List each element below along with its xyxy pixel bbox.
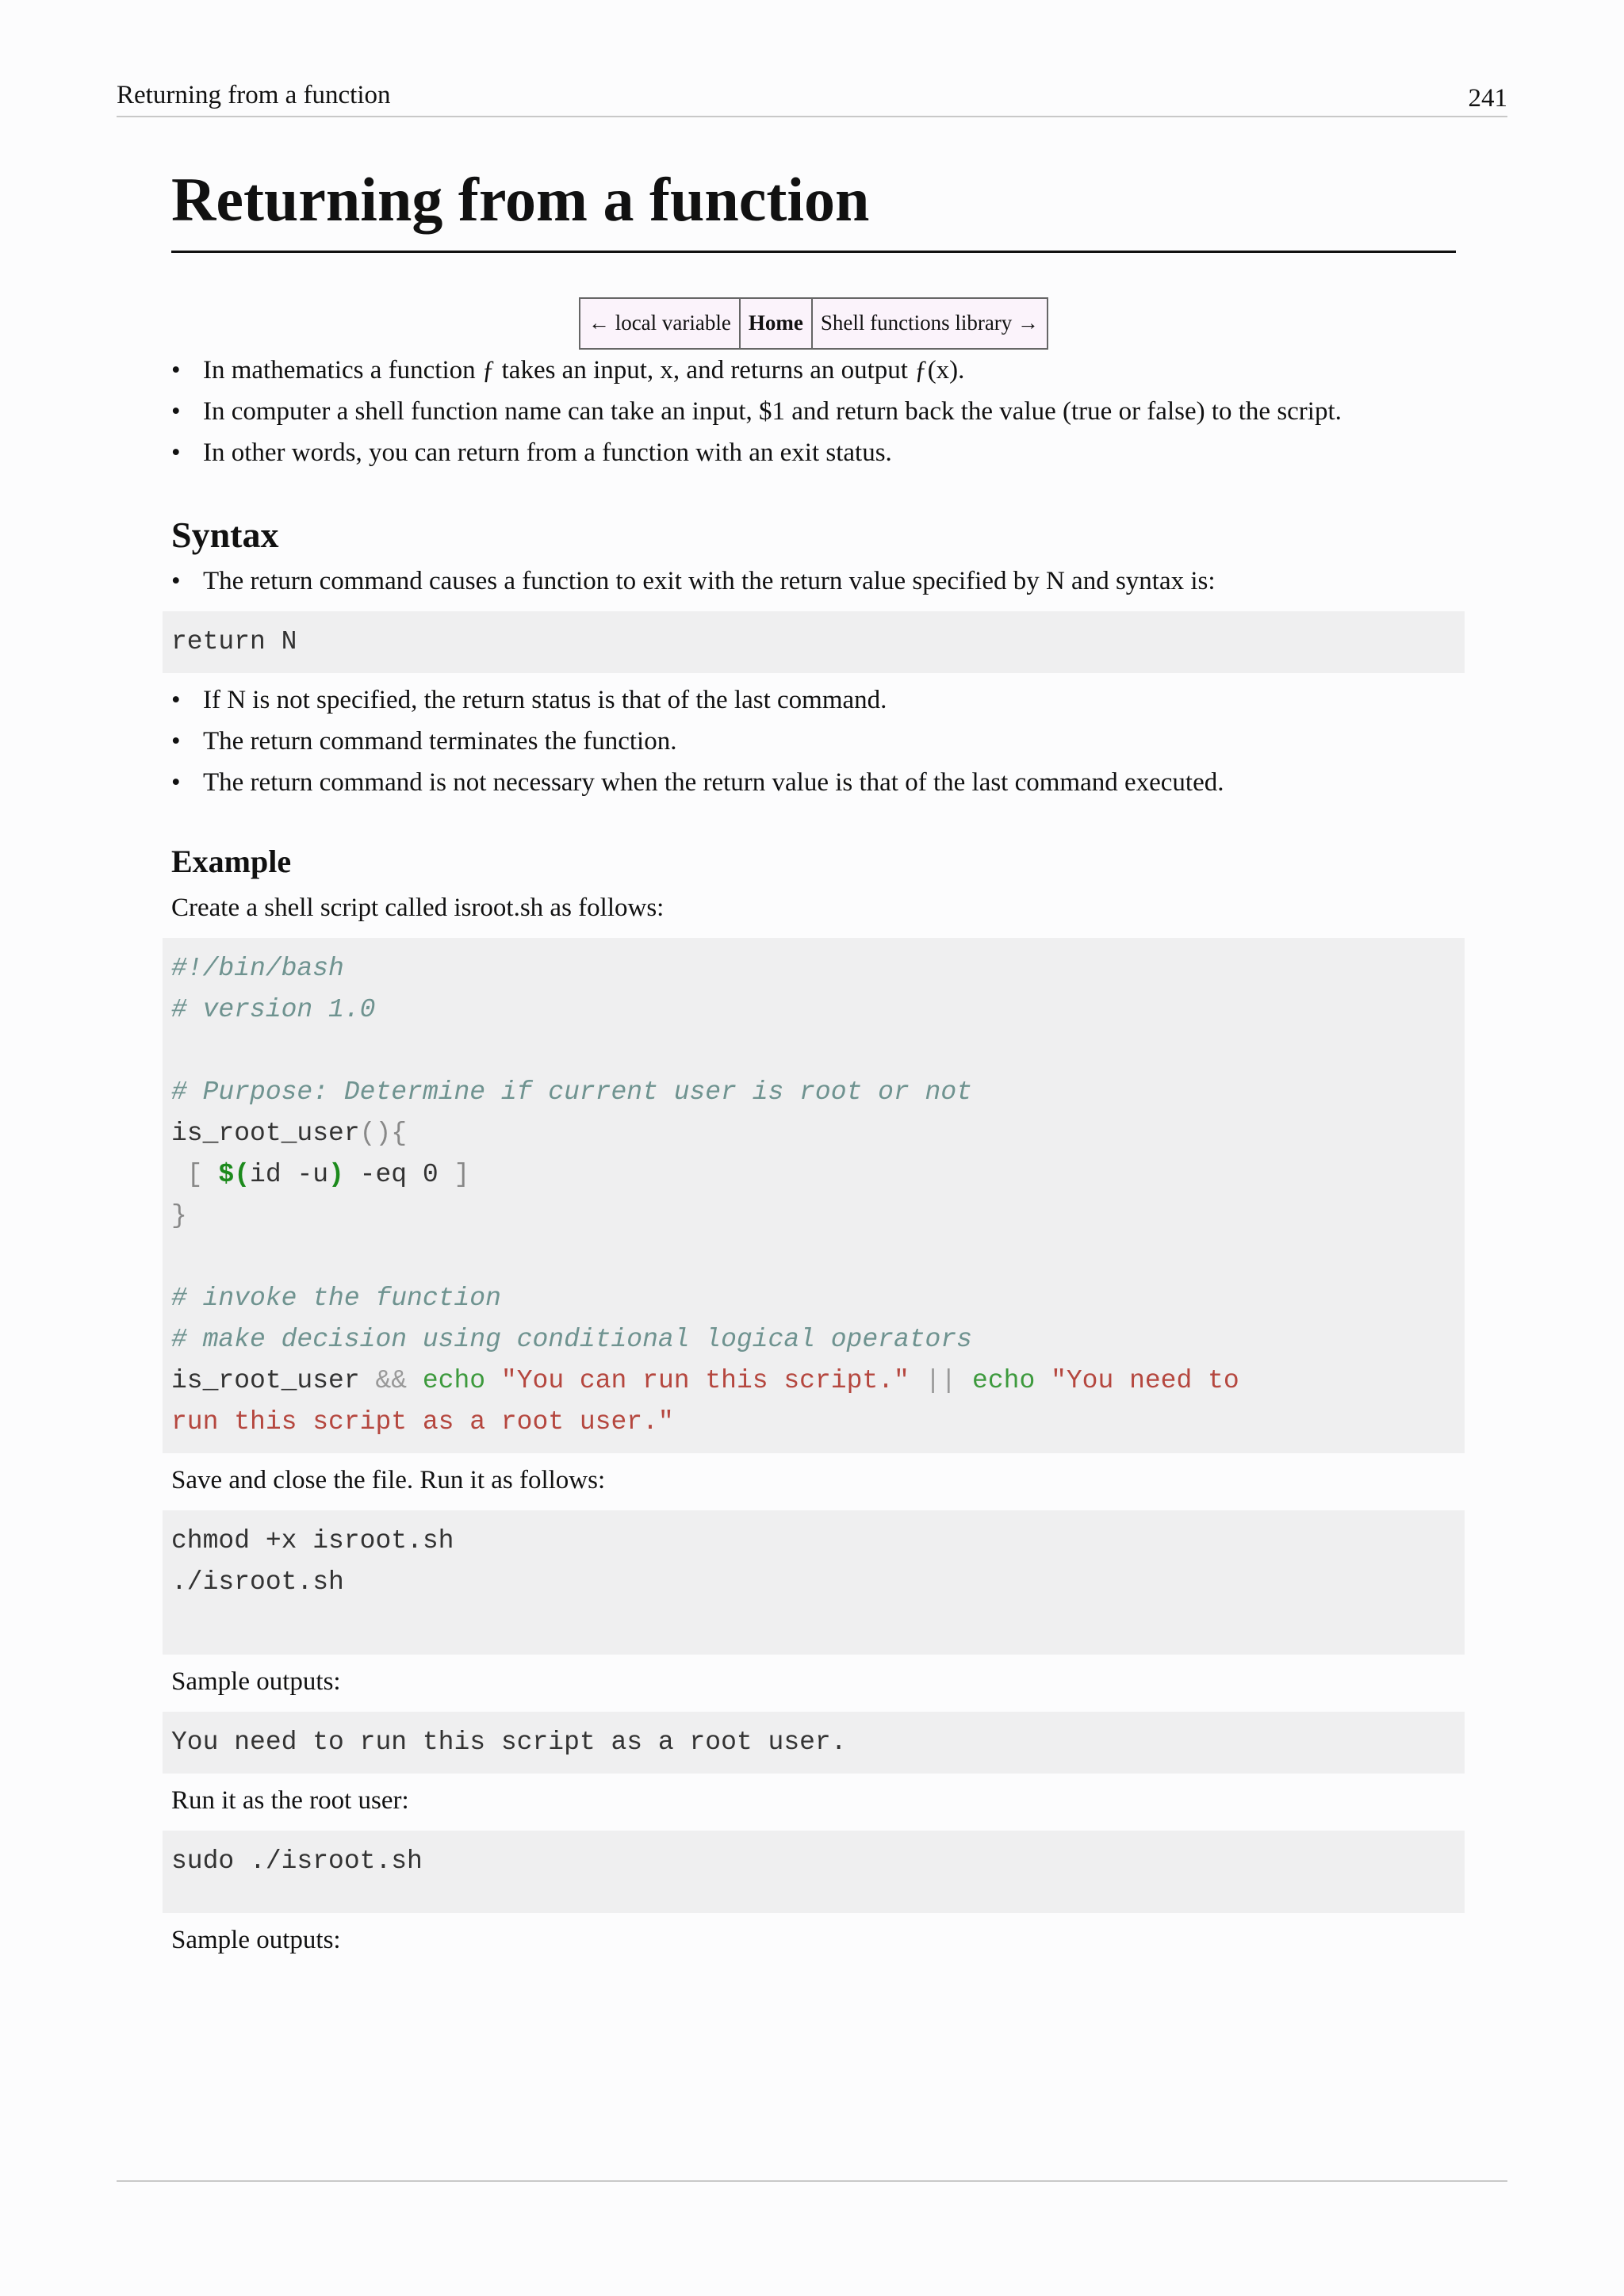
code-line: ./isroot.sh <box>171 1567 344 1597</box>
code-block-run <box>163 1510 1465 1655</box>
code-operator: && <box>375 1366 408 1395</box>
code-punct: (){ <box>359 1119 408 1148</box>
code-punct: [ <box>171 1160 219 1189</box>
code-punct: } <box>171 1201 187 1230</box>
list-item: • The return command terminates the function. <box>171 721 1456 762</box>
code-block-sudo <box>163 1831 1465 1913</box>
example-intro: Create a shell script called isroot.sh as follows: <box>171 894 665 922</box>
code-subst: $( <box>218 1160 251 1189</box>
code-string: "You need to <box>1051 1366 1239 1395</box>
code-builtin: echo <box>972 1366 1036 1395</box>
code-string: run this script as a root user." <box>171 1407 674 1437</box>
intro-list <box>171 350 1456 473</box>
example-heading: Example <box>171 844 292 879</box>
code-string: "You can run this script." <box>500 1366 910 1395</box>
code-function-name: is_root_user <box>171 1119 360 1148</box>
syntax-list <box>171 561 1456 602</box>
running-header-title: Returning from a function <box>117 81 391 109</box>
navigation-box <box>579 297 1048 350</box>
code-block-output <box>163 1712 1465 1774</box>
root-instructions: Run it as the root user: <box>171 1786 409 1815</box>
syntax-heading: Syntax <box>171 515 279 555</box>
code-builtin: echo <box>422 1366 486 1395</box>
list-item: • In mathematics a function ƒ takes an input, x, and returns an output ƒ(x). <box>171 350 1456 391</box>
list-item: • If N is not specified, the return status is that of the last command. <box>171 679 1456 721</box>
code-punct: ] <box>454 1160 470 1189</box>
list-item: • The return command is not necessary when the return value is that of the last command executed. <box>171 762 1456 803</box>
nav-prev-link[interactable]: ← local variable <box>580 298 740 349</box>
code-text: is_root_user <box>171 1366 376 1395</box>
code-text: id -u <box>250 1160 329 1189</box>
nav-home-link[interactable]: Home <box>740 298 812 349</box>
code-comment: # version 1.0 <box>171 995 376 1024</box>
page-title: Returning from a function <box>171 159 1456 253</box>
sample-outputs-label: Sample outputs: <box>171 1926 341 1954</box>
code-line: You need to run this script as a root user. <box>171 1728 847 1757</box>
page-number: 241 <box>1468 84 1507 113</box>
footer-rule <box>117 2180 1507 2182</box>
code-comment: # invoke the function <box>171 1284 501 1313</box>
sample-outputs-label: Sample outputs: <box>171 1667 341 1696</box>
code-line: sudo ./isroot.sh <box>171 1846 423 1876</box>
code-block-script <box>163 938 1465 1453</box>
code-subst: ) <box>328 1160 344 1189</box>
code-comment: # Purpose: Determine if current user is root or not <box>171 1077 972 1107</box>
code-block-syntax <box>163 611 1465 673</box>
code-comment: #!/bin/bash <box>171 954 344 983</box>
running-header <box>117 78 1507 117</box>
syntax-notes-list <box>171 679 1456 803</box>
list-item: • In computer a shell function name can take an input, $1 and return back the value (true or false) to the script. <box>171 391 1456 432</box>
code-line: chmod +x isroot.sh <box>171 1526 454 1556</box>
code-text: -eq 0 <box>343 1160 454 1189</box>
nav-next-link[interactable]: Shell functions library → <box>812 298 1048 349</box>
page-content <box>171 159 1456 1961</box>
save-instructions: Save and close the file. Run it as follows: <box>171 1466 606 1494</box>
code-line: return N <box>171 627 297 656</box>
code-comment: # make decision using conditional logical operators <box>171 1325 972 1354</box>
list-item: • The return command causes a function to exit with the return value specified by N and syntax is: <box>171 561 1456 602</box>
code-operator: || <box>925 1366 957 1395</box>
list-item: • In other words, you can return from a function with an exit status. <box>171 432 1456 473</box>
